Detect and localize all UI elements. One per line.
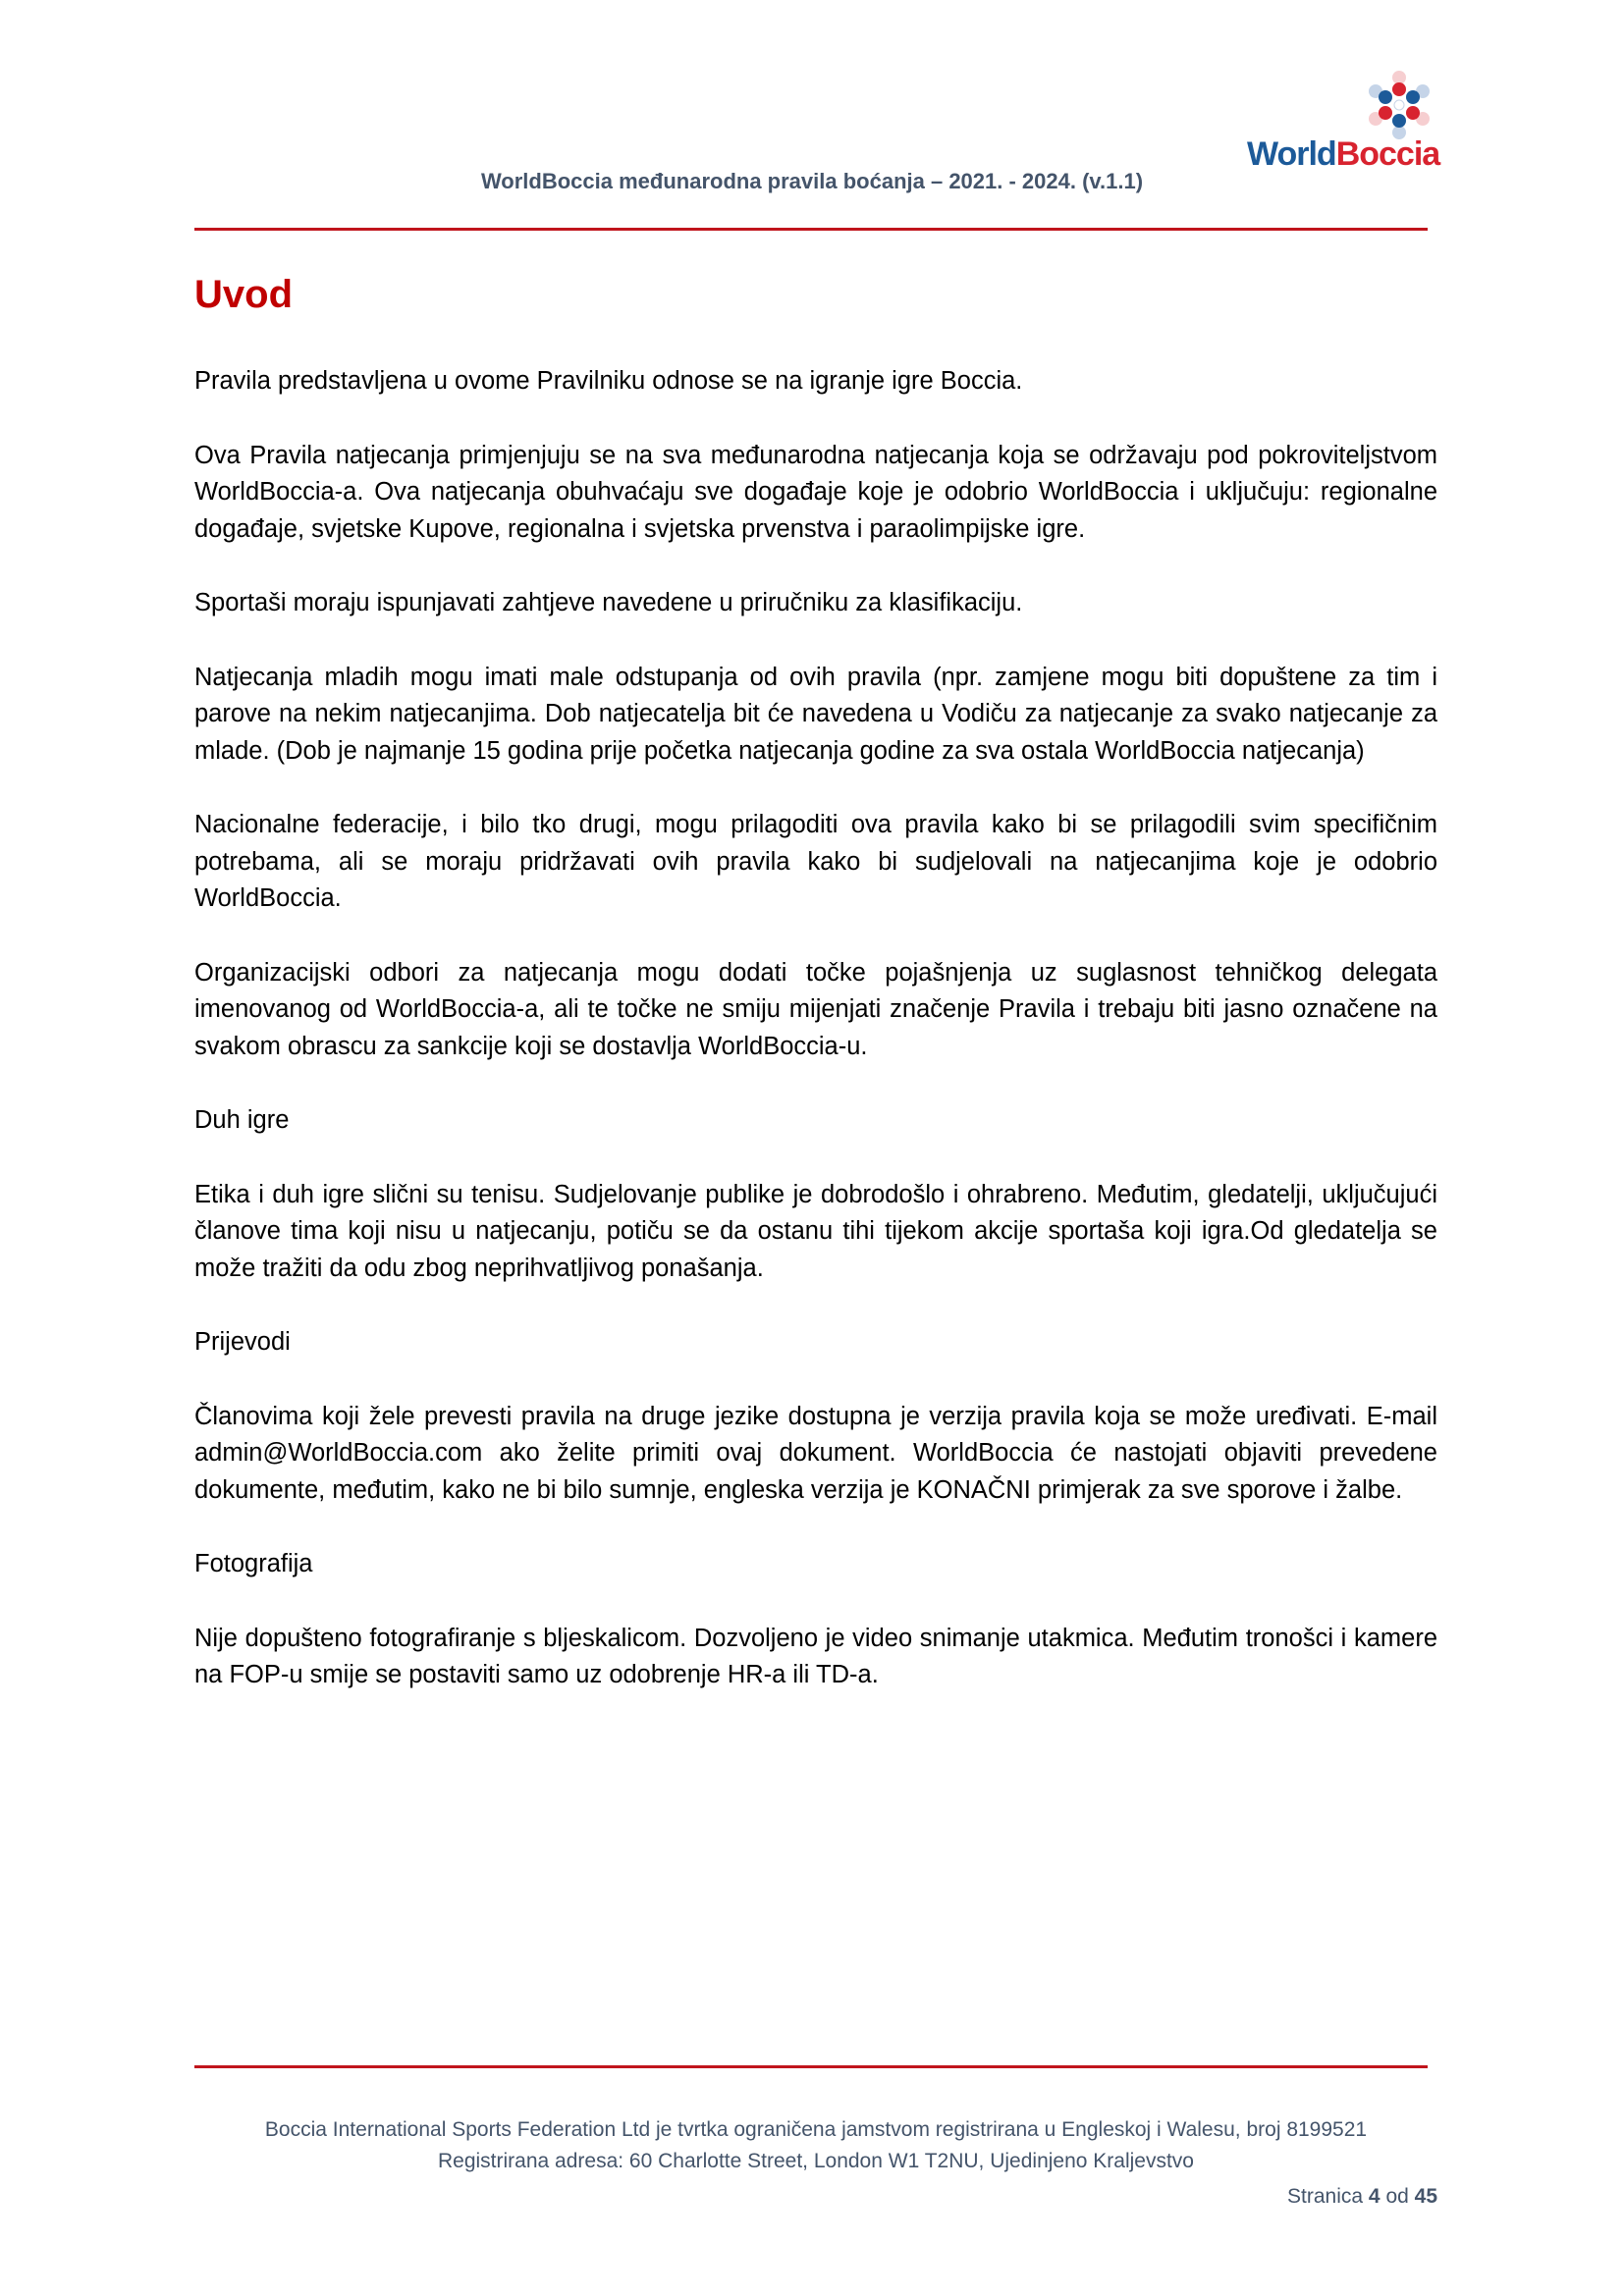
- paragraph-spirit-of-game: Etika i duh igre slični su tenisu. Sudjelovanje publike je dobrodošlo i ohrabreno. Međutim, gledatelji, uključujući članove tima koji nisu u natjecanju, potiču se da ostanu tihi tijekom akcije sportaša koji igra.Od gledatelja se može tražiti da odu zbog neprihvatljivog ponašanja.: [194, 1180, 1437, 1282]
- header-divider: [194, 228, 1428, 231]
- worldboccia-flower-icon: [1365, 71, 1434, 139]
- page-current: 4: [1368, 2185, 1380, 2208]
- subheading-translations: Prijevodi: [194, 1328, 291, 1356]
- section-heading: Uvod: [194, 273, 293, 316]
- paragraph-federations: Nacionalne federacije, i bilo tko drugi, mogu prilagoditi ova pravila kako bi se prilagodili svim specifičnim potrebama, ali se moraju pridržavati ovih pravila kako bi sudjelovali na natjecanjima koje je odobrio WorldBoccia.: [194, 811, 1437, 912]
- footer-company-info: Boccia International Sports Federation Ltd je tvrtka ograničena jamstvom registrirana u Engleskoj i Walesu, broj 8199521: [264, 2118, 1368, 2141]
- footer-address: Registrirana adresa: 60 Charlotte Street, London W1 T2NU, Ujedinjeno Kraljevstvo: [437, 2150, 1194, 2172]
- page-total: 45: [1414, 2185, 1437, 2208]
- paragraph-organizing-committees: Organizacijski odbori za natjecanja mogu dodati točke pojašnjenja uz suglasnost tehničkog delegata imenovanog od WorldBoccia-a, ali te točke ne smiju mijenjati značenje Pravila i trebaju biti jasno označene na svakom obrascu za sankcije koji se dostavlja WorldBoccia-u.: [194, 958, 1437, 1060]
- paragraph-classification: Sportaši moraju ispunjavati zahtjeve navedene u priručniku za klasifikaciju.: [194, 589, 1023, 616]
- subheading-photography: Fotografija: [194, 1550, 313, 1577]
- paragraph-translations: Članovima koji žele prevesti pravila na druge jezike dostupna je verzija pravila koja se može uređivati. E-mail admin@WorldBoccia.com ako želite primiti ovaj dokument. WorldBoccia će nastojati objaviti prevedene dokumente, međutim, kako ne bi bilo sumnje, engleska verzija je KONAČNI primjerak za sve sporove i žalbe.: [194, 1402, 1437, 1504]
- logo-wordmark: [1247, 135, 1439, 174]
- document-header-title: WorldBoccia međunarodna pravila boćanja – 2021. - 2024. (v.1.1): [480, 169, 1144, 193]
- logo-text-boccia: Boccia: [1335, 135, 1440, 173]
- document-body: [194, 267, 1437, 1732]
- page-number: [194, 2185, 1437, 2209]
- logo-text-world: World: [1247, 135, 1336, 173]
- page-label: Stranica: [1287, 2185, 1364, 2208]
- paragraph-scope: Ova Pravila natjecanja primjenjuju se na sva međunarodna natjecanja koja se održavaju pod pokroviteljstvom WorldBoccia-a. Ova natjecanja obuhvaćaju sve događaje koje je odobrio WorldBoccia i uključuju: regionalne događaje, svjetske Kupove, regionalna i svjetska prvenstva i paraolimpijske igre.: [194, 441, 1437, 543]
- paragraph-intro: Pravila predstavljena u ovome Pravilniku odnose se na igranje igre Boccia.: [194, 367, 1023, 395]
- paragraph-photography: Nije dopušteno fotografiranje s bljeskalicom. Dozvoljeno je video snimanje utakmica. Međutim tronošci i kamere na FOP-u smije se postaviti samo uz odobrenje HR-a ili TD-a.: [194, 1624, 1437, 1688]
- worldboccia-logo: [1237, 71, 1453, 181]
- paragraph-youth: Natjecanja mladih mogu imati male odstupanja od ovih pravila (npr. zamjene mogu biti dopuštene za tim i parove na nekim natjecanjima. Dob natjecatelja bit će navedena u Vodiču za natjecanje za svako natjecanje za mlade. (Dob je najmanje 15 godina prije početka natjecanja godine za sva ostala WorldBoccia natjecanja): [194, 663, 1437, 765]
- footer-divider: [194, 2065, 1428, 2068]
- page-of-label: od: [1385, 2185, 1409, 2208]
- subheading-spirit-of-game: Duh igre: [194, 1106, 290, 1134]
